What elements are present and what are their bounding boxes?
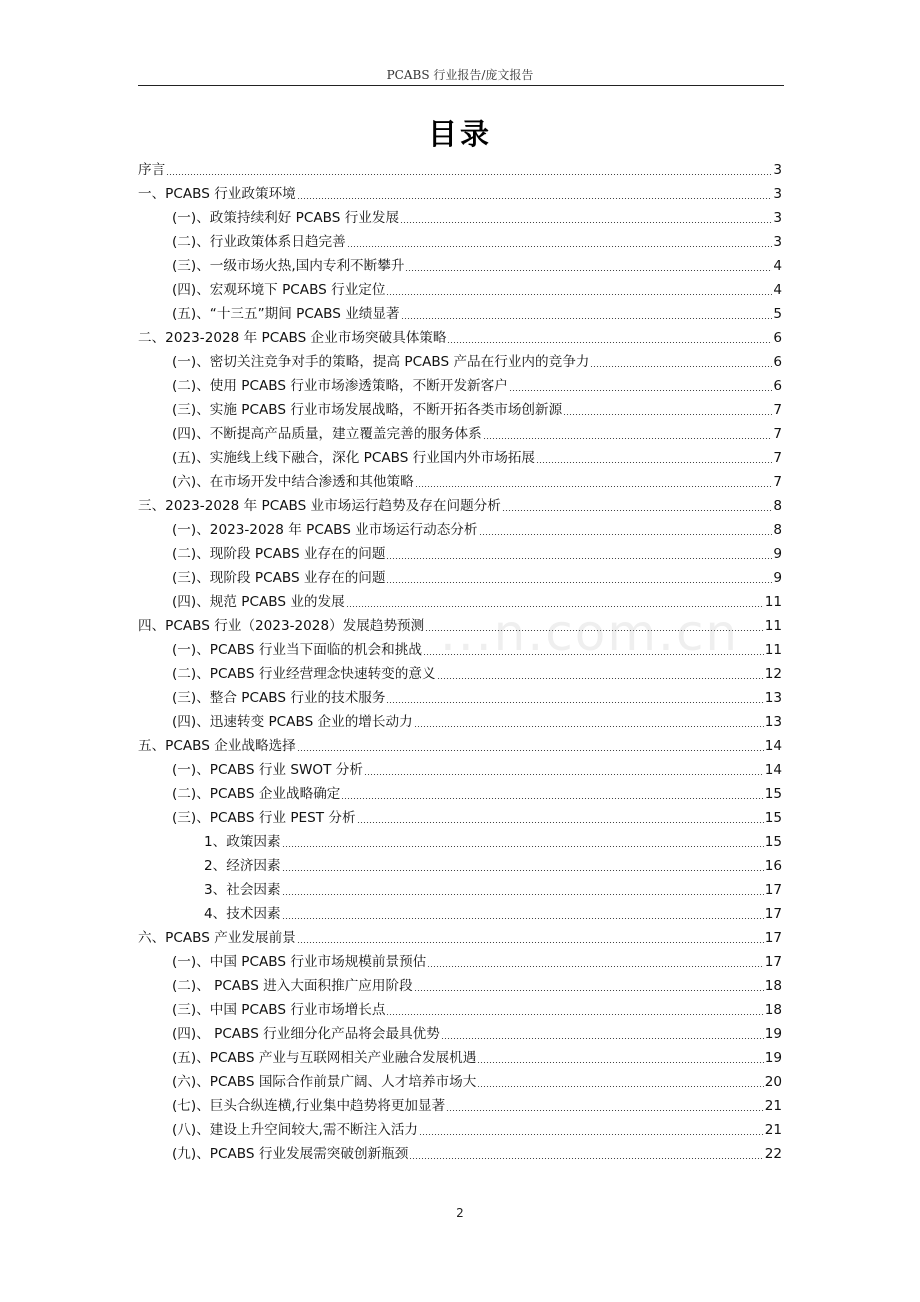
toc-entry[interactable] [138, 230, 782, 254]
toc-dot-leader [427, 966, 763, 967]
toc-dot-leader [441, 1038, 764, 1039]
toc-entry-title: (二)、PCABS 行业经营理念快速转变的意义 [172, 666, 436, 682]
toc-entry-title: (二)、现阶段 PCABS 业存在的问题 [172, 546, 386, 562]
toc-entry-title: (六)、PCABS 国际合作前景广阔、人才培养市场大 [172, 1074, 477, 1090]
toc-entry[interactable] [138, 350, 782, 374]
toc-entry-page: 17 [764, 906, 782, 922]
toc-entry-page: 8 [773, 498, 782, 514]
page-header: PCABS 行业报告/庞文报告 [386, 68, 534, 82]
toc-dot-leader [477, 1062, 763, 1063]
toc-dot-leader [415, 486, 773, 487]
toc-entry[interactable] [138, 926, 782, 950]
toc-entry-title: (三)、一级市场火热,国内专利不断攀升 [172, 258, 405, 274]
toc-dot-leader [282, 894, 764, 895]
toc-entry-page: 15 [764, 786, 782, 802]
toc-entry-title: 五、PCABS 企业战略选择 [138, 738, 296, 754]
toc-entry[interactable] [138, 158, 782, 182]
toc-entry-title: 序言 [138, 162, 166, 178]
toc-entry-title: (二)、 PCABS 进入大面积推广应用阶段 [172, 978, 413, 994]
toc-dot-leader [509, 390, 773, 391]
toc-entry[interactable] [138, 734, 782, 758]
toc-entry-page: 4 [773, 258, 782, 274]
toc-dot-leader [409, 1158, 763, 1159]
toc-dot-leader [502, 510, 772, 511]
toc-entry-page: 8 [773, 522, 782, 538]
toc-entry-page: 14 [764, 738, 782, 754]
toc-entry[interactable] [138, 1118, 782, 1142]
toc-entry-page: 7 [773, 450, 782, 466]
toc-entry-title: (七)、巨头合纵连横,行业集中趋势将更加显著 [172, 1098, 446, 1114]
toc-entry-title: 二、2023-2028 年 PCABS 企业市场突破具体策略 [138, 330, 447, 346]
toc-dot-leader [386, 294, 772, 295]
toc-entry[interactable] [138, 542, 782, 566]
toc-entry-page: 13 [764, 714, 782, 730]
toc-entry-title: (九)、PCABS 行业发展需突破创新瓶颈 [172, 1146, 409, 1162]
toc-entry-title: (四)、迅速转变 PCABS 企业的增长动力 [172, 714, 413, 730]
toc-entry-title: 一、PCABS 行业政策环境 [138, 186, 296, 202]
toc-dot-leader [386, 558, 772, 559]
toc-entry-page: 19 [764, 1026, 782, 1042]
toc-entry-title: (五)、实施线上线下融合，深化 PCABS 行业国内外市场拓展 [172, 450, 536, 466]
toc-dot-leader [414, 990, 764, 991]
toc-entry-page: 14 [764, 762, 782, 778]
toc-dot-leader [447, 342, 772, 343]
toc-entry-page: 11 [764, 642, 782, 658]
toc-entry-title: 六、PCABS 产业发展前景 [138, 930, 296, 946]
toc-entry-title: 4、技术因素 [204, 906, 281, 922]
table-of-contents [138, 158, 782, 1166]
toc-entry-page: 5 [773, 306, 782, 322]
toc-dot-leader [347, 246, 773, 247]
toc-entry-title: (六)、在市场开发中结合渗透和其他策略 [172, 474, 414, 490]
toc-dot-leader [386, 1014, 763, 1015]
toc-dot-leader [401, 318, 773, 319]
toc-entry[interactable] [138, 758, 782, 782]
toc-entry-title: 三、2023-2028 年 PCABS 业市场运行趋势及存在问题分析 [138, 498, 501, 514]
toc-entry[interactable] [138, 278, 782, 302]
toc-entry[interactable] [138, 638, 782, 662]
toc-entry-title: (一)、PCABS 行业 SWOT 分析 [172, 762, 363, 778]
toc-dot-leader [364, 774, 764, 775]
toc-entry-page: 6 [773, 378, 782, 394]
toc-entry-page: 3 [773, 162, 782, 178]
toc-entry-page: 21 [764, 1098, 782, 1114]
toc-entry-page: 7 [773, 474, 782, 490]
toc-dot-leader [297, 198, 773, 199]
toc-dot-leader [297, 750, 764, 751]
toc-entry-page: 21 [764, 1122, 782, 1138]
toc-entry-page: 17 [764, 882, 782, 898]
watermark: ...n.com.cn [440, 604, 740, 662]
toc-title: 目录 [427, 117, 492, 151]
toc-entry-page: 17 [764, 930, 782, 946]
toc-entry-page: 6 [773, 330, 782, 346]
toc-dot-leader [166, 174, 772, 175]
toc-entry-page: 3 [773, 234, 782, 250]
toc-entry[interactable] [138, 662, 782, 686]
toc-entry-page: 13 [764, 690, 782, 706]
toc-entry-page: 9 [773, 546, 782, 562]
toc-entry-page: 12 [764, 666, 782, 682]
toc-entry[interactable] [138, 1022, 782, 1046]
toc-entry-page: 7 [773, 426, 782, 442]
toc-entry-page: 15 [764, 810, 782, 826]
toc-entry[interactable] [138, 422, 782, 446]
toc-dot-leader [282, 870, 764, 871]
toc-entry[interactable] [138, 302, 782, 326]
toc-entry-title: (三)、PCABS 行业 PEST 分析 [172, 810, 356, 826]
toc-entry[interactable] [138, 830, 782, 854]
toc-dot-leader [590, 366, 772, 367]
toc-entry-page: 17 [764, 954, 782, 970]
toc-entry-page: 11 [764, 594, 782, 610]
toc-entry[interactable] [138, 326, 782, 350]
toc-dot-leader [282, 918, 764, 919]
toc-entry[interactable] [138, 566, 782, 590]
toc-entry-title: (五)、“十三五”期间 PCABS 业绩显著 [172, 306, 400, 322]
toc-dot-leader [357, 822, 764, 823]
toc-entry-page: 9 [773, 570, 782, 586]
toc-entry[interactable] [138, 710, 782, 734]
toc-dot-leader [282, 846, 764, 847]
toc-dot-leader [437, 678, 764, 679]
toc-entry-title: 3、社会因素 [204, 882, 281, 898]
toc-dot-leader [423, 654, 764, 655]
toc-entry-page: 11 [764, 618, 782, 634]
toc-entry[interactable] [138, 782, 782, 806]
toc-entry-title: (一)、2023-2028 年 PCABS 业市场运行动态分析 [172, 522, 478, 538]
toc-dot-leader [425, 630, 763, 631]
toc-dot-leader [479, 534, 773, 535]
toc-entry[interactable] [138, 902, 782, 926]
toc-entry-page: 19 [764, 1050, 782, 1066]
toc-entry[interactable] [138, 446, 782, 470]
toc-entry[interactable] [138, 854, 782, 878]
page-number: 2 [456, 1206, 464, 1220]
toc-entry[interactable] [138, 1142, 782, 1166]
toc-dot-leader [386, 582, 772, 583]
toc-entry-title: (四)、宏观环境下 PCABS 行业定位 [172, 282, 386, 298]
toc-dot-leader [386, 702, 763, 703]
toc-entry[interactable] [138, 1070, 782, 1094]
toc-dot-leader [446, 1110, 763, 1111]
toc-dot-leader [400, 222, 772, 223]
toc-entry[interactable] [138, 206, 782, 230]
toc-entry-page: 3 [773, 210, 782, 226]
toc-entry[interactable] [138, 878, 782, 902]
toc-dot-leader [341, 798, 763, 799]
toc-entry-page: 3 [773, 186, 782, 202]
toc-dot-leader [414, 726, 764, 727]
toc-dot-leader [477, 1086, 763, 1087]
toc-dot-leader [297, 942, 764, 943]
toc-entry-title: (一)、密切关注竞争对手的策略，提高 PCABS 产品在行业内的竞争力 [172, 354, 590, 370]
toc-entry-page: 18 [764, 978, 782, 994]
toc-entry[interactable] [138, 1046, 782, 1070]
toc-entry[interactable] [138, 182, 782, 206]
toc-entry[interactable] [138, 1094, 782, 1118]
toc-entry-title: (五)、PCABS 产业与互联网相关产业融合发展机遇 [172, 1050, 477, 1066]
toc-entry-title: (一)、中国 PCABS 行业市场规模前景预估 [172, 954, 427, 970]
toc-entry-page: 18 [764, 1002, 782, 1018]
toc-entry-title: (二)、行业政策体系日趋完善 [172, 234, 346, 250]
toc-entry-title: (二)、PCABS 企业战略确定 [172, 786, 341, 802]
toc-entry[interactable] [138, 494, 782, 518]
toc-entry-title: 四、PCABS 行业（2023-2028）发展趋势预测 [138, 618, 425, 634]
toc-entry-title: (二)、使用 PCABS 行业市场渗透策略，不断开发新客户 [172, 378, 508, 394]
toc-dot-leader [563, 414, 772, 415]
toc-entry[interactable] [138, 518, 782, 542]
toc-entry-page: 20 [764, 1074, 782, 1090]
toc-entry[interactable] [138, 686, 782, 710]
toc-entry-title: (三)、实施 PCABS 行业市场发展战略，不断开拓各类市场创新源 [172, 402, 563, 418]
toc-entry-title: (四)、 PCABS 行业细分化产品将会最具优势 [172, 1026, 440, 1042]
toc-entry-title: (四)、不断提高产品质量，建立覆盖完善的服务体系 [172, 426, 482, 442]
toc-entry-title: (三)、现阶段 PCABS 业存在的问题 [172, 570, 386, 586]
toc-entry[interactable] [138, 614, 782, 638]
header-rule [138, 85, 784, 86]
toc-entry-title: (八)、建设上升空间较大,需不断注入活力 [172, 1122, 419, 1138]
toc-entry-title: 1、政策因素 [204, 834, 281, 850]
toc-entry[interactable] [138, 590, 782, 614]
toc-entry-title: (一)、PCABS 行业当下面临的机会和挑战 [172, 642, 422, 658]
toc-entry-title: 2、经济因素 [204, 858, 281, 874]
toc-dot-leader [346, 606, 764, 607]
toc-entry-page: 4 [773, 282, 782, 298]
toc-entry-title: (一)、政策持续利好 PCABS 行业发展 [172, 210, 400, 226]
toc-entry[interactable] [138, 254, 782, 278]
toc-dot-leader [483, 438, 773, 439]
toc-entry[interactable] [138, 998, 782, 1022]
toc-entry[interactable] [138, 950, 782, 974]
toc-entry[interactable] [138, 974, 782, 998]
toc-entry[interactable] [138, 398, 782, 422]
toc-entry-page: 7 [773, 402, 782, 418]
toc-entry-title: (三)、中国 PCABS 行业市场增长点 [172, 1002, 386, 1018]
toc-entry[interactable] [138, 806, 782, 830]
toc-dot-leader [536, 462, 772, 463]
toc-dot-leader [405, 270, 772, 271]
toc-entry-title: (四)、规范 PCABS 业的发展 [172, 594, 345, 610]
toc-entry-title: (三)、整合 PCABS 行业的技术服务 [172, 690, 386, 706]
toc-dot-leader [419, 1134, 764, 1135]
toc-entry-page: 6 [773, 354, 782, 370]
toc-entry-page: 15 [764, 834, 782, 850]
toc-entry-page: 16 [764, 858, 782, 874]
toc-entry[interactable] [138, 470, 782, 494]
toc-entry-page: 22 [764, 1146, 782, 1162]
toc-entry[interactable] [138, 374, 782, 398]
